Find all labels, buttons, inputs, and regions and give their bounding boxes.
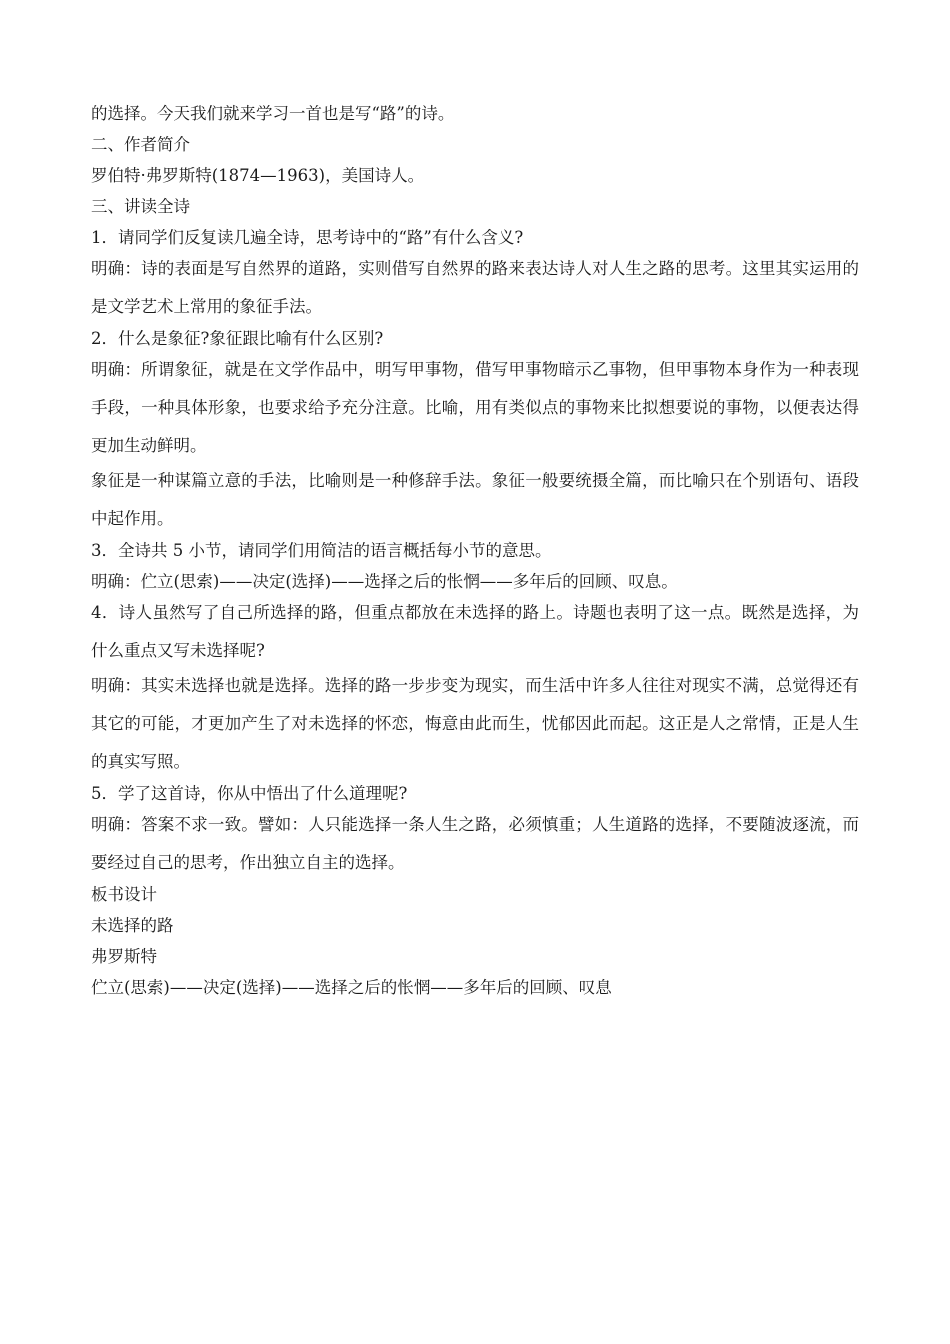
document-body xyxy=(91,98,859,1003)
answer-4: 明确：其实未选择也就是选择。选择的路一步步变为现实，而生活中许多人往往对现实不满，总觉得还有其它的可能，才更加产生了对未选择的怀恋，悔意由此而生，忧郁因此而起。这正是人之常情，正是人生的真实写照。 xyxy=(91,676,859,771)
heading-board-design: 板书设计 xyxy=(91,885,157,904)
heading-poem-reading: 三、讲读全诗 xyxy=(91,197,190,216)
answer-2: 明确：所谓象征，就是在文学作品中，明写甲事物，借写甲事物暗示乙事物，但甲事物本身作为一种表现手段，一种具体形象，也要求给予充分注意。比喻，用有类似点的事物来比拟想要说的事物，以便表达得更加生动鲜明。 xyxy=(91,360,859,455)
paragraph-intro-end: 的选择。今天我们就来学习一首也是写“路”的诗。 xyxy=(91,104,455,123)
board-summary: 伫立(思索)——决定(选择)——选择之后的怅惘——多年后的回顾、叹息 xyxy=(91,978,612,997)
question-2: 2．什么是象征?象征跟比喻有什么区别? xyxy=(91,329,384,348)
board-author: 弗罗斯特 xyxy=(91,947,157,966)
question-4: 4．诗人虽然写了自己所选择的路，但重点都放在未选择的路上。诗题也表明了这一点。既然是选择，为什么重点又写未选择呢? xyxy=(91,603,859,660)
heading-author-intro: 二、作者简介 xyxy=(91,135,190,154)
answer-3: 明确：伫立(思索)——决定(选择)——选择之后的怅惘——多年后的回顾、叹息。 xyxy=(91,572,678,591)
answer-2-continued: 象征是一种谋篇立意的手法，比喻则是一种修辞手法。象征一般要统摄全篇，而比喻只在个别语句、语段中起作用。 xyxy=(91,471,859,528)
answer-5: 明确：答案不求一致。譬如：人只能选择一条人生之路，必须慎重；人生道路的选择，不要随波逐流，而要经过自己的思考，作出独立自主的选择。 xyxy=(91,815,859,872)
answer-1: 明确：诗的表面是写自然界的道路，实则借写自然界的路来表达诗人对人生之路的思考。这里其实运用的是文学艺术上常用的象征手法。 xyxy=(91,259,859,316)
question-5: 5．学了这首诗，你从中悟出了什么道理呢? xyxy=(91,784,408,803)
question-3: 3．全诗共 5 小节，请同学们用简洁的语言概括每小节的意思。 xyxy=(91,541,552,560)
question-1: 1．请同学们反复读几遍全诗，思考诗中的“路”有什么含义? xyxy=(91,228,524,247)
board-title: 未选择的路 xyxy=(91,916,174,935)
paragraph-author: 罗伯特·弗罗斯特(1874—1963)，美国诗人。 xyxy=(91,166,425,185)
